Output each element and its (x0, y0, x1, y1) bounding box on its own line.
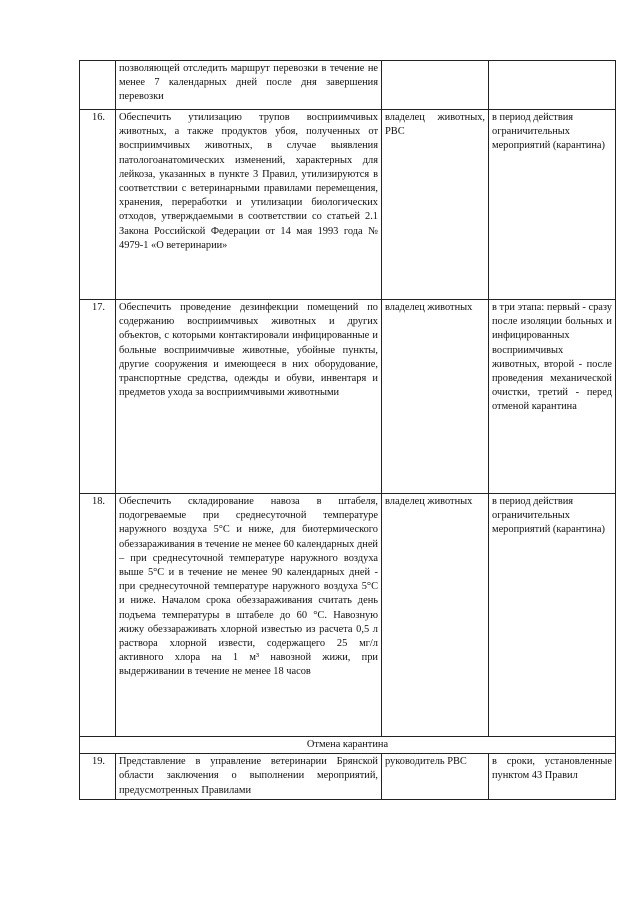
table-row (80, 300, 616, 494)
responsible-cell: руководитель РВС (382, 754, 489, 800)
row-number: 19. (80, 754, 116, 800)
responsible-cell: владелец животных, РВС (382, 110, 489, 300)
term-cell: в период действия ограничительных мероприятий (карантина) (489, 110, 616, 300)
measure-text: Обеспечить складирование навоза в штабеля, подогреваемые при среднесуточной температуре наружного воздуха 5°С и ниже, для биотермического обеззараживания в течение не менее 60 календарных дней – при среднесуточной температуре наружного воздуха выше 5°С и в течение не менее 90 календарных дней - при среднесуточной температуре наружного воздуха 5°С и ниже. Началом срока обеззараживания считать день подъема температуры в штабеле до 60 °С. Навозную жижу обеззараживать хлорной известью из расчета 0,5 л раствора хлорной извести, содержащего 25 мг/л активного хлора на 1 м³ навозной жижи, при выдерживании в течение не менее 18 часов (116, 494, 382, 737)
term-cell (489, 61, 616, 110)
table-row (80, 61, 616, 110)
table-row (80, 110, 616, 300)
measure-text: Обеспечить утилизацию трупов восприимчивых животных, а также продуктов убоя, полученных от восприимчивых животных, в случае выявления патологоанатомических изменений, характерных для лейкоза, указанных в пункте 3 Правил, утилизируются в соответствии с ветеринарными правилами перемещения, хранения, переработки и утилизации биологических отходов, утверждаемыми в соответствии со статьей 2.1 Закона Российской Федерации от 14 мая 1993 года № 4979-1 «О ветеринарии» (116, 110, 382, 300)
row-number: 16. (80, 110, 116, 300)
section-title: Отмена карантина (80, 737, 616, 754)
term-cell: в три этапа: первый - сразу после изоляции больных и инфицированных восприимчивых животных, второй - после проведения механической очистки, третий - перед отменой карантина (489, 300, 616, 494)
measures-table (79, 60, 616, 800)
term-cell: в период действия ограничительных мероприятий (карантина) (489, 494, 616, 737)
responsible-cell (382, 61, 489, 110)
row-number (80, 61, 116, 110)
row-number: 18. (80, 494, 116, 737)
row-number: 17. (80, 300, 116, 494)
measure-text: Представление в управление ветеринарии Брянской области заключения о выполнении мероприятий, предусмотренных Правилами (116, 754, 382, 800)
measure-text: позволяющей отследить маршрут перевозки в течение не менее 7 календарных дней после дня завершения перевозки (116, 61, 382, 110)
term-cell: в сроки, установленные пунктом 43 Правил (489, 754, 616, 800)
responsible-cell: владелец животных (382, 494, 489, 737)
section-row (80, 737, 616, 754)
table-row (80, 754, 616, 800)
measure-text: Обеспечить проведение дезинфекции помещений по содержанию восприимчивых животных и других объектов, с которыми контактировали инфицированные и больные восприимчивые животные, убойные пункты, другие сооружения и имеющееся в них оборудование, транспортные средства, одежды и обуви, инвентаря и предметов ухода за восприимчивыми животными (116, 300, 382, 494)
table-row (80, 494, 616, 737)
responsible-cell: владелец животных (382, 300, 489, 494)
